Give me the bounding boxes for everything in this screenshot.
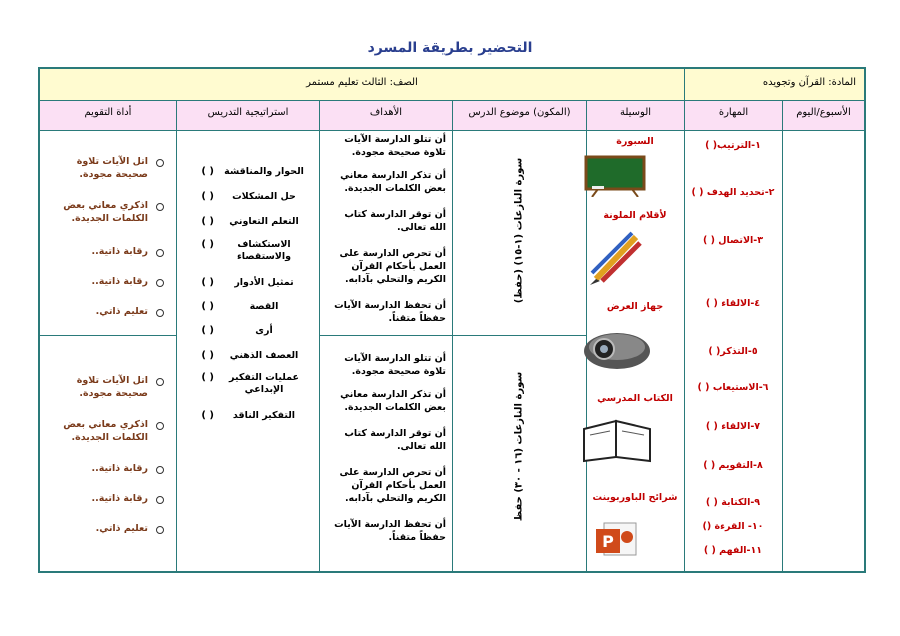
skill-item: ٦-الاستيعاب ( ) [697, 382, 769, 393]
bullet-icon [156, 279, 164, 287]
bullet-icon [156, 496, 164, 504]
col-media: الوسيلة [586, 101, 684, 130]
evaluation-item: اتل الآيات تلاوة صحيحة مجودة. [76, 156, 148, 180]
skill-item: ٨-التقويم ( ) [703, 460, 763, 471]
colored-pencils-icon [588, 229, 644, 285]
skill-item: ١١-الفهم ( ) [703, 545, 763, 556]
topic-second: سورة النازعات (١٦ - ٣٠) حفظ [513, 371, 525, 522]
strategy-checkbox: ( ) [201, 325, 214, 336]
page-title: التحضير بطريقة المسرد [367, 40, 533, 56]
skill-item: ١٠- القرءة () [702, 521, 764, 532]
strategy-item: أرى [255, 325, 273, 336]
week-column [782, 131, 864, 571]
strategy-checkbox: ( ) [201, 166, 214, 177]
bullet-icon [156, 422, 164, 430]
media-slides-label: شرائح الباوربوينت [592, 492, 678, 503]
objective-item: أن توقر الدارسة كتاب الله تعالى. [344, 209, 446, 233]
strategy-checkbox: ( ) [201, 239, 214, 250]
strategy-checkbox: ( ) [201, 410, 214, 421]
bullet-icon [156, 466, 164, 474]
objective-item: أن تتلو الدارسة الآيات تلاوة صحيحة مجودة. [344, 353, 446, 377]
col-evaluation: أداة التقويم [84, 107, 132, 118]
projector-icon [582, 323, 652, 373]
col-objectives: الأهداف [319, 101, 452, 130]
chalkboard-icon [584, 155, 646, 197]
strategy-item: الحوار والمناقشة [224, 166, 304, 177]
strategy-checkbox: ( ) [201, 350, 214, 361]
strategy-item: الاستكشاف والاستقصاء [236, 239, 292, 262]
svg-text:P: P [602, 532, 614, 551]
objective-item: أن تحرص الدارسة على العمل بأحكام القرآن الكريم والتحلي بآدابه. [339, 467, 446, 504]
open-book-icon [580, 417, 654, 463]
evaluation-item: اتل الآيات تلاوة صحيحة مجودة. [76, 375, 148, 399]
strategy-item: التعلم التعاوني [229, 216, 299, 227]
objective-item: أن تحفظ الدارسة الآيات حفظاً متقناً. [334, 519, 446, 543]
objectives-column [319, 131, 452, 571]
strategy-item: القصة [249, 301, 279, 312]
bullet-icon [156, 378, 164, 386]
evaluation-item: اذكري معاني بعض الكلمات الجديدة. [63, 419, 148, 443]
strategy-item: عمليات التفكير الإبداعي [229, 372, 299, 395]
bullet-icon [156, 249, 164, 257]
evaluation-item: رقابة ذاتية.. [91, 276, 148, 287]
objective-item: أن تحرص الدارسة على العمل بأحكام القرآن الكريم والتحلي بآدابه. [339, 248, 446, 285]
media-projector-label: جهاز العرض [606, 301, 664, 312]
powerpoint-icon [594, 519, 638, 559]
objective-item: أن تحفظ الدارسة الآيات حفظاً متقناً. [334, 300, 446, 324]
strategy-checkbox: ( ) [201, 301, 214, 312]
bullet-icon [156, 159, 164, 167]
evaluation-item: رقابة ذاتية.. [91, 493, 148, 504]
evaluation-item: رقابة ذاتية.. [91, 246, 148, 257]
objective-item: أن توقر الدارسة كتاب الله تعالى. [344, 428, 446, 452]
col-topic: (المكون) موضوع الدرس [452, 101, 586, 130]
header-row [40, 69, 864, 101]
col-strategy: استراتيجية التدريس [176, 101, 319, 130]
skill-item: ٧-الالقاء ( ) [705, 421, 761, 432]
lesson-plan-table [38, 67, 866, 573]
strategy-checkbox: ( ) [201, 372, 214, 383]
skill-item: ٥-التذكر( ) [708, 346, 758, 357]
row-divider [40, 335, 176, 336]
class-label: الصف: الثالث تعليم مستمر [306, 77, 418, 88]
skill-item: ٤-الالقاء ( ) [705, 298, 761, 309]
objective-item: أن تذكر الدارسة معاني بعض الكلمات الجديدة. [340, 170, 446, 194]
bullet-icon [156, 203, 164, 211]
evaluation-item: رقابة ذاتية.. [91, 463, 148, 474]
objective-item: أن تذكر الدارسة معاني بعض الكلمات الجديدة. [340, 389, 446, 413]
evaluation-item: اذكري معاني بعض الكلمات الجديدة. [63, 200, 148, 224]
row-divider [319, 335, 586, 336]
media-pens-label: لأقلام الملونة [603, 210, 667, 221]
media-book-label: الكتاب المدرسي [597, 393, 673, 404]
subject-label: المادة: القرآن وتجويده [684, 69, 864, 100]
strategy-checkbox: ( ) [201, 191, 214, 202]
strategy-item: التفكير الناقد [232, 410, 296, 421]
strategy-item: حل المشكلات [232, 191, 296, 202]
skill-item: ٣-الاتصال ( ) [702, 235, 764, 246]
evaluation-item: تعليم ذاتي. [95, 523, 148, 534]
col-skill: المهارة [684, 101, 782, 130]
topic-first: سورة النازعات (١-١٥) (حفظ) [513, 157, 525, 304]
col-week: الأسبوع/اليوم [782, 101, 864, 130]
skill-item: ٢-تحديد الهدف ( ) [691, 187, 775, 198]
evaluation-item: تعليم ذاتي. [95, 306, 148, 317]
strategy-checkbox: ( ) [201, 277, 214, 288]
strategy-checkbox: ( ) [201, 216, 214, 227]
bullet-icon [156, 526, 164, 534]
bullet-icon [156, 309, 164, 317]
column-header-row [40, 101, 864, 131]
skill-item: ٩-الكتابة ( ) [705, 497, 761, 508]
objective-item: أن تتلو الدارسة الآيات تلاوة صحيحة مجودة. [344, 134, 446, 158]
strategy-item: العصف الذهني [229, 350, 299, 361]
strategy-item: تمثيل الأدوار [234, 277, 294, 288]
media-board-label: السبورة [616, 136, 654, 147]
skill-item: ١-الترتيب( ) [705, 140, 761, 151]
